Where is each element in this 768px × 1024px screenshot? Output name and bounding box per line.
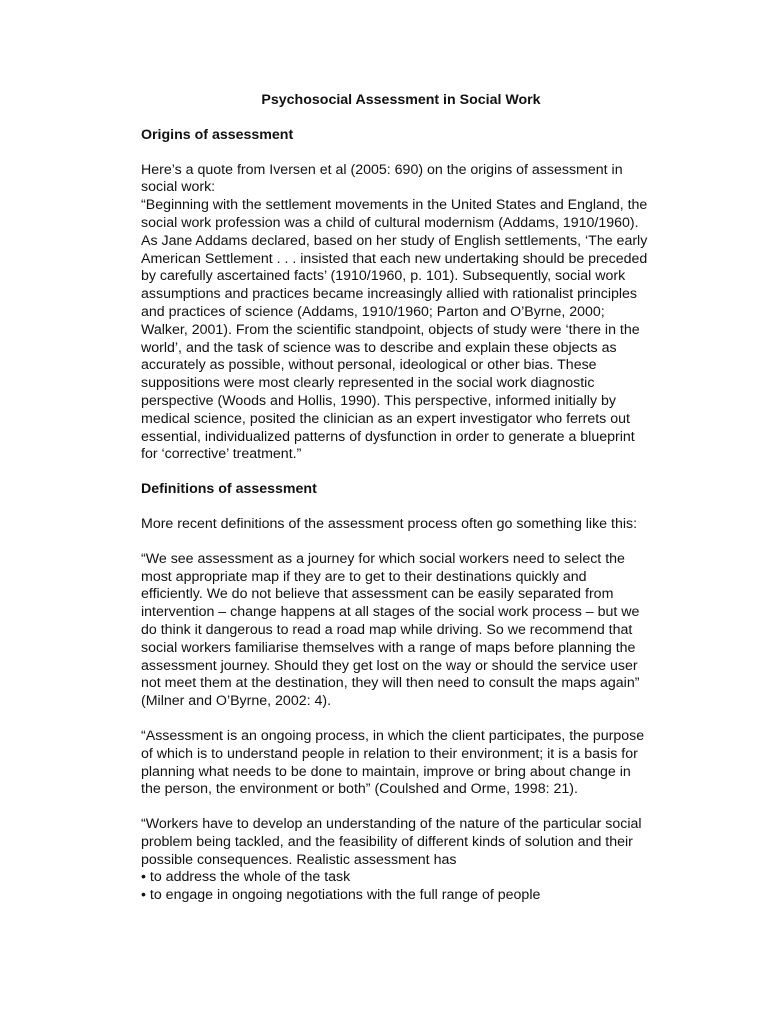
text-line: “Beginning with the settlement movements in the United States and England, the [141, 197, 648, 214]
text-line: As Jane Addams declared, based on her study of English settlements, ‘The early [141, 232, 648, 249]
bullet-item: • to engage in ongoing negotiations with the full range of people [141, 887, 541, 904]
text-line: intervention – change happens at all stages of the social work process – but we [141, 604, 640, 621]
text-line: assumptions and practices became increasingly allied with rationalist principles [141, 286, 638, 303]
paragraph-origins-quote [141, 162, 661, 465]
paragraph-workers-quote [141, 816, 661, 905]
section-heading-origins: Origins of assessment [141, 126, 294, 143]
text-line: efficiently. We do not believe that assessment can be easily separated from [141, 586, 614, 603]
text-line: possible consequences. Realistic assessment has [141, 851, 457, 868]
text-line: do think it dangerous to read a road map while driving. So we recommend that [141, 621, 633, 638]
paragraph-definitions-intro [141, 516, 661, 534]
text-line: accurately as possible, without personal, ideological or other bias. These [141, 357, 597, 374]
section-origins [141, 127, 661, 464]
text-line: of which is to understand people in relation to their environment; it is a basis for [141, 745, 638, 762]
text-line: planning what needs to be done to maintain, improve or bring about change in [141, 763, 631, 780]
text-line: social workers familiarise themselves with a range of maps before planning the [141, 639, 636, 656]
text-line: problem being tackled, and the feasibility of different kinds of solution and their [141, 833, 633, 850]
paragraph-coulshed-quote [141, 728, 661, 799]
text-line: social work: [141, 179, 216, 196]
text-line: “Workers have to develop an understanding of the nature of the particular social [141, 816, 642, 833]
text-line: most appropriate map if they are to get to their destinations quickly and [141, 568, 587, 585]
text-line: More recent definitions of the assessment process often go something like this: [141, 515, 638, 532]
paragraph-milner-quote [141, 551, 661, 711]
text-line: by carefully ascertained facts’ (1910/1960, p. 101). Subsequently, social work [141, 268, 626, 285]
text-line: suppositions were most clearly represented in the social work diagnostic [141, 375, 595, 392]
text-line: perspective (Woods and Hollis, 1990). This perspective, informed initially by [141, 392, 616, 409]
document-page [141, 92, 661, 905]
text-line: not meet them at the destination, they will then need to consult the maps again” [141, 675, 640, 692]
text-line: American Settlement . . . insisted that each new undertaking should be preceded [141, 250, 648, 267]
text-line: assessment journey. Should they get lost on the way or should the service user [141, 657, 638, 674]
text-line: Walker, 2001). From the scientific standpoint, objects of study were ‘there in the [141, 321, 640, 338]
text-line: (Milner and O’Byrne, 2002: 4). [141, 693, 332, 710]
bullet-item: • to address the whole of the task [141, 869, 351, 886]
text-line: medical science, posited the clinician as an expert investigator who ferrets out [141, 410, 630, 427]
document-title: Psychosocial Assessment in Social Work [261, 92, 541, 108]
section-definitions [141, 481, 661, 905]
text-line: “Assessment is an ongoing process, in which the client participates, the purpose [141, 727, 645, 744]
section-heading-definitions: Definitions of assessment [141, 481, 317, 498]
text-line: world’, and the task of science was to describe and explain these objects as [141, 339, 617, 356]
text-line: for ‘corrective’ treatment.” [141, 446, 302, 463]
text-line: “We see assessment as a journey for which social workers need to select the [141, 550, 625, 567]
text-line: social work profession was a child of cultural modernism (Addams, 1910/1960). [141, 214, 639, 231]
text-line: the person, the environment or both” (Coulshed and Orme, 1998: 21). [141, 781, 578, 798]
text-line: and practices of science (Addams, 1910/1960; Parton and O’Byrne, 2000; [141, 303, 605, 320]
text-line: essential, individualized patterns of dysfunction in order to generate a blueprint [141, 428, 635, 445]
text-line: Here’s a quote from Iversen et al (2005: 690) on the origins of assessment in [141, 161, 623, 178]
